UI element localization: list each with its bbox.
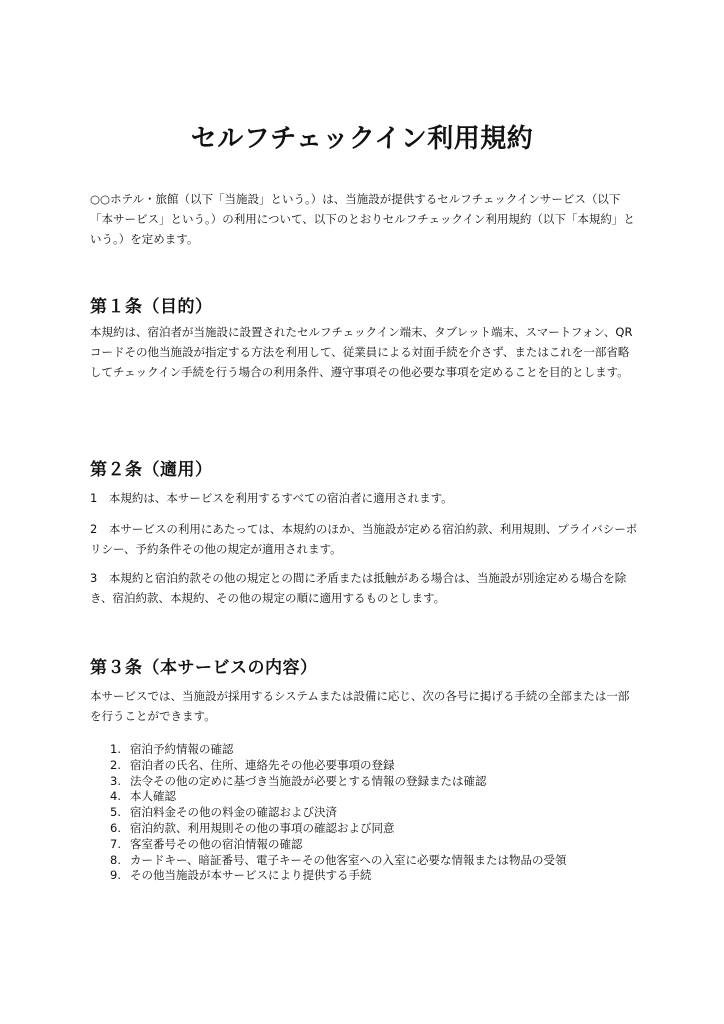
- article-2-heading: 第２条（適用）: [90, 460, 213, 480]
- list-item: 3. 法令その他の定めに基づき当施設が必要とする情報の登録または確認: [110, 773, 487, 788]
- article-3-item-list: [90, 742, 638, 884]
- list-item: 1. 宿泊予約情報の確認: [110, 742, 234, 756]
- article-1-paragraph: 本規約は、宿泊者が当施設に設置されたセルフチェックイン端末、タブレット端末、スマートフォン、QRコードその他当施設が指定する方法を利用して、従業員による対面手続を介さず、またはこれを一部省略してチェックイン手続を行う場合の利用条件、遵守事項その他必要な事項を定めることを目的とします。: [90, 325, 633, 379]
- article-3-heading: 第３条（本サービスの内容）: [90, 658, 318, 678]
- article-2-paragraph-2: 2 本サービスの利用にあたっては、本規約のほか、当施設が定める宿泊約款、利用規則、プライバシーポリシー、予約条件その他の規定が適用されます。: [90, 522, 638, 556]
- article-1-heading: 第１条（目的）: [90, 297, 213, 317]
- list-item: 6. 宿泊約款、利用規則その他の事項の確認および同意: [110, 820, 395, 835]
- article-3-paragraph: 本サービスでは、当施設が採用するシステムまたは設備に応じ、次の各号に掲げる手続の全部または一部を行うことができます。: [90, 689, 630, 723]
- list-item: 5. 宿泊料金その他の料金の確認および決済: [110, 805, 337, 820]
- intro-paragraph: ○○ホテル・旅館（以下「当施設」という。）は、当施設が提供するセルフチェックインサービス（以下「本サービス」という。）の利用について、以下のとおりセルフチェックイン利用規約（以下「本規約」という。）を定めます。: [90, 192, 635, 246]
- list-item: 7. 客室番号その他の宿泊情報の確認: [110, 836, 303, 851]
- article-2-paragraph-1: 1 本規約は、本サービスを利用するすべての宿泊者に適用されます。: [90, 491, 453, 505]
- article-2-paragraph-3: 3 本規約と宿泊約款その他の規定との間に矛盾または抵触がある場合は、当施設が別途定める場合を除き、宿泊約款、本規約、その他の規定の順に適用するものとします。: [90, 571, 627, 605]
- list-item: 9. その他当施設が本サービスにより提供する手続: [110, 868, 372, 883]
- list-item: 2. 宿泊者の氏名、住所、連絡先その他必要事項の登録: [110, 757, 395, 772]
- list-item: 8. カードキー、暗証番号、電子キーその他客室への入室に必要な情報または物品の受領: [110, 852, 567, 867]
- list-item: 4. 本人確認: [110, 789, 176, 804]
- document-title: セルフチェックイン利用規約: [190, 124, 534, 154]
